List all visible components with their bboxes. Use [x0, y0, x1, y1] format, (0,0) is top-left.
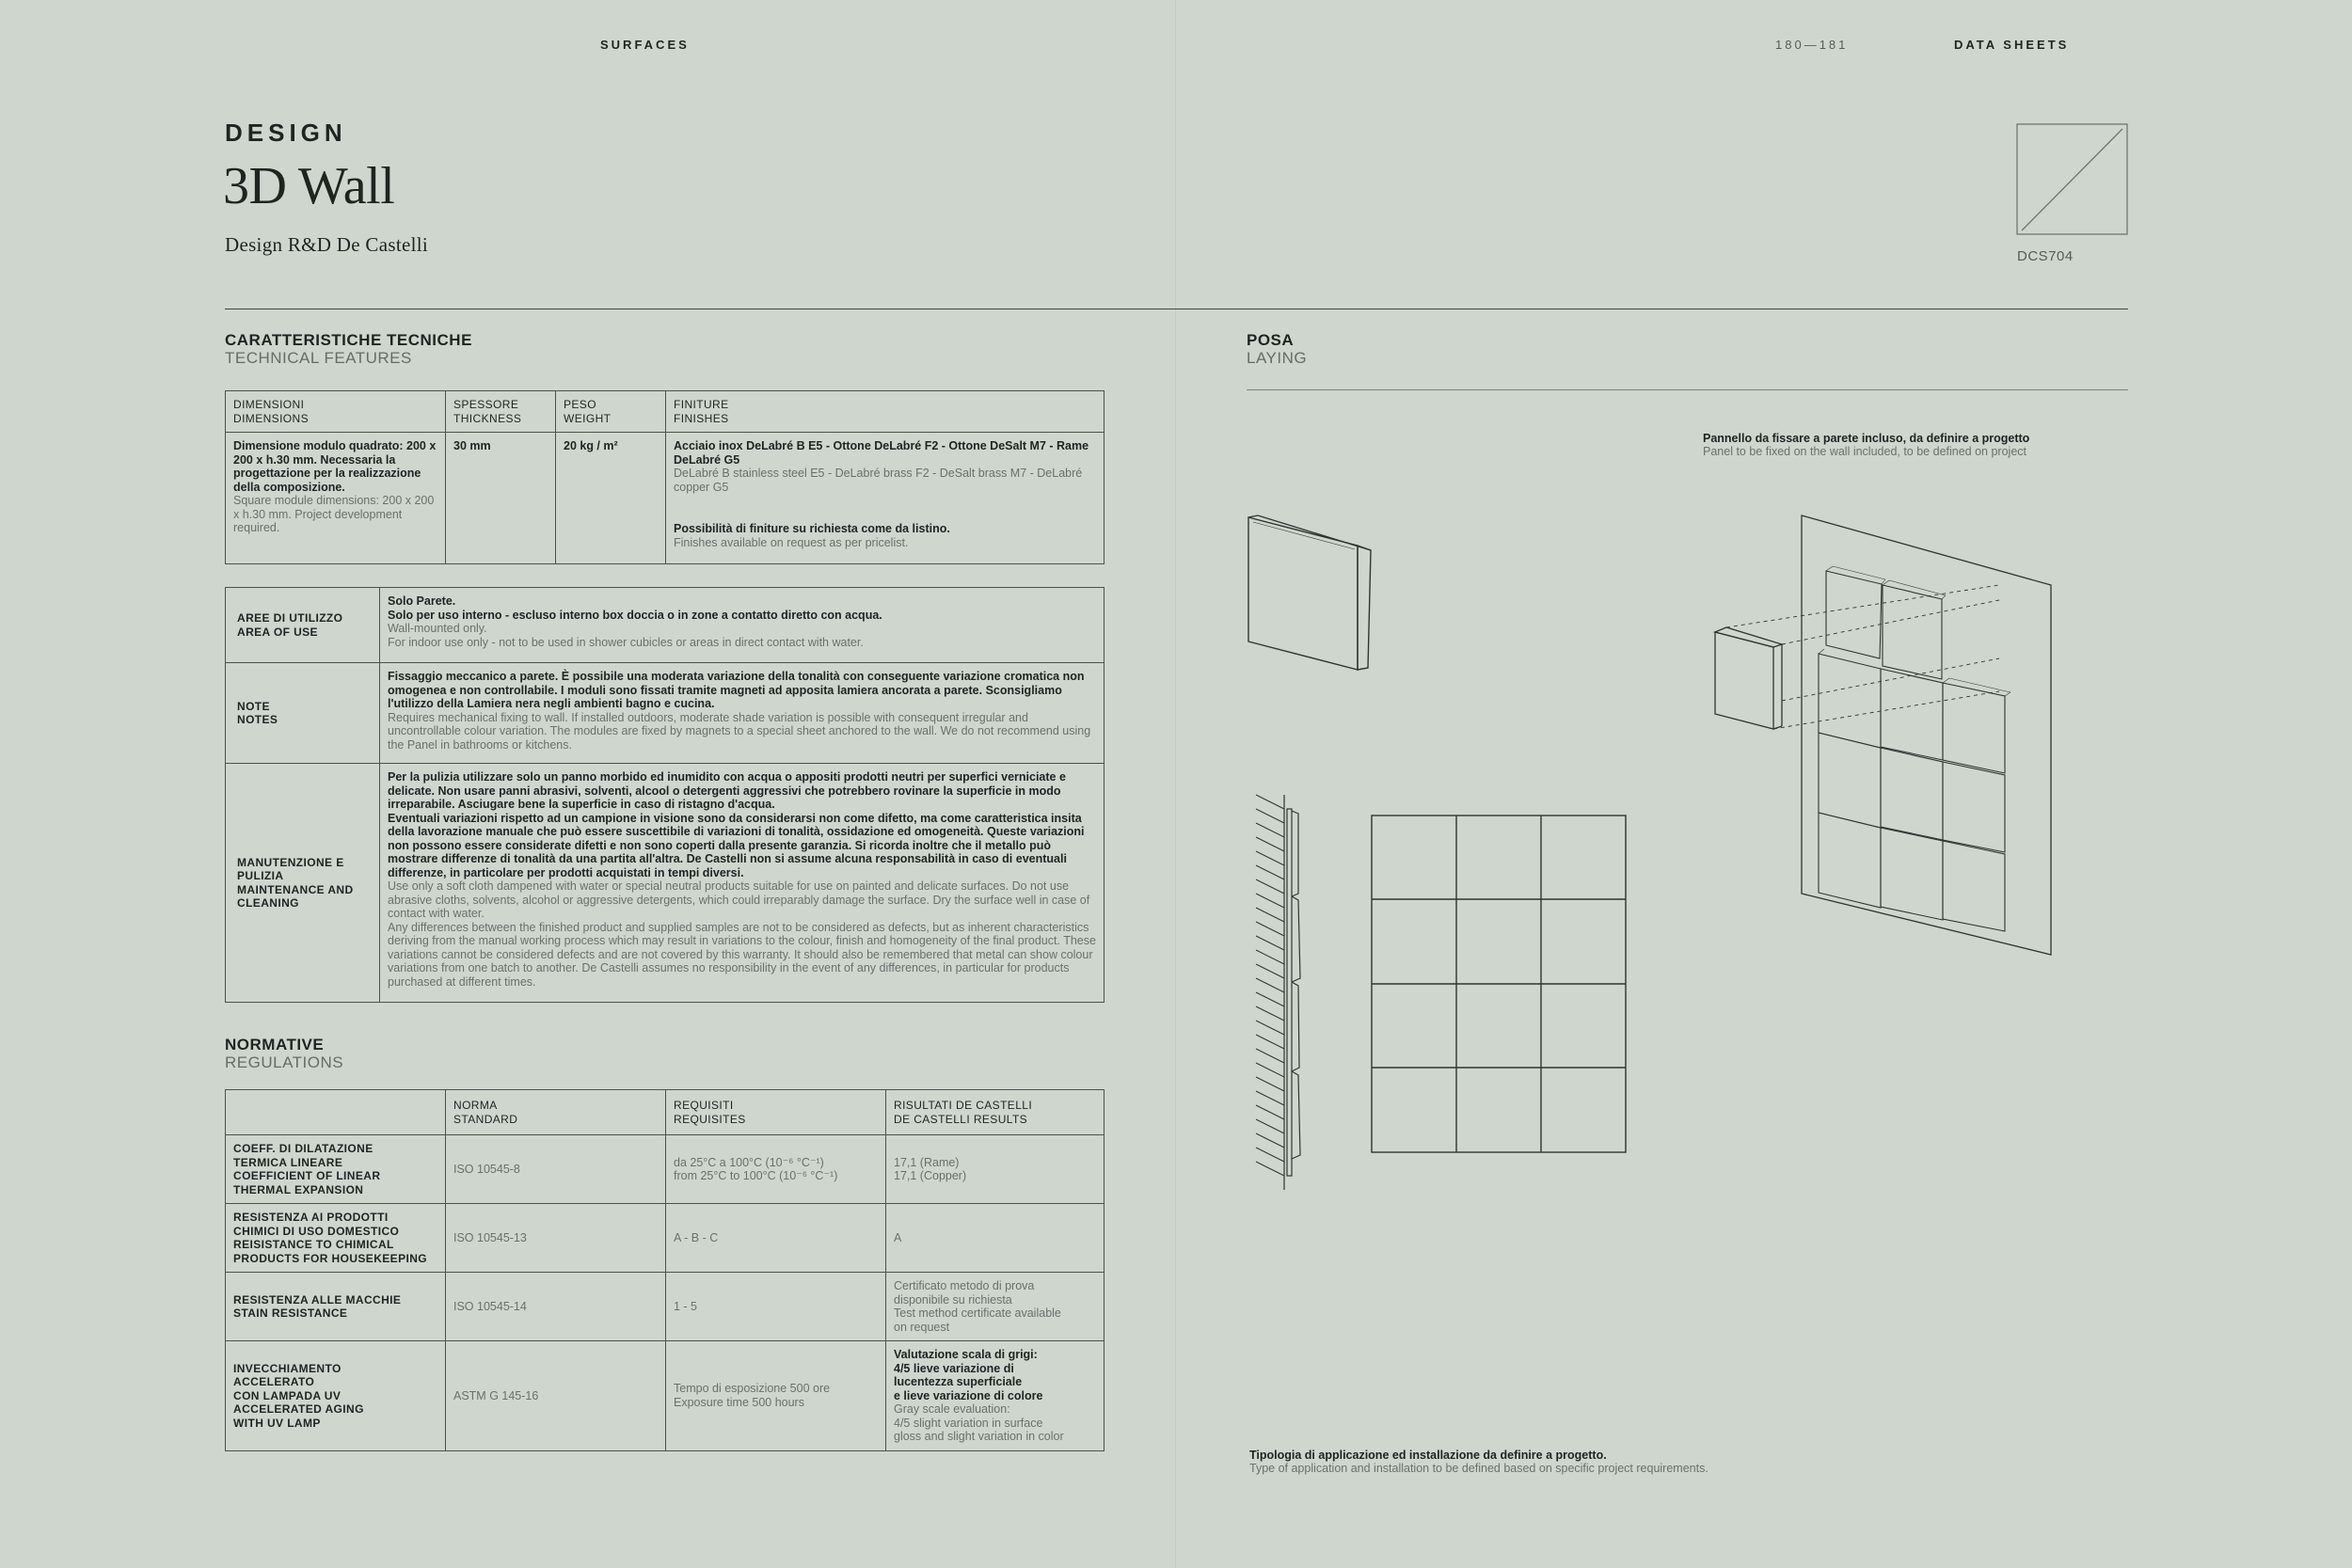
table-row — [226, 1341, 1104, 1451]
label-notes: NOTE NOTES — [226, 663, 380, 764]
requisites-cell: 1 - 5 — [666, 1273, 886, 1341]
column-header-requisites: REQUISITI REQUISITES — [666, 1090, 886, 1135]
laying-subtitle: LAYING — [1247, 349, 1308, 367]
label-area-of-use: AREE DI UTILIZZO AREA OF USE — [226, 588, 380, 663]
column-header-standard: NORMA STANDARD — [446, 1090, 666, 1135]
swatch-placeholder-icon — [2016, 123, 2129, 236]
standard-cell: ISO 10545-14 — [446, 1273, 666, 1341]
column-header-weight: PESO WEIGHT — [556, 391, 666, 433]
row-label: INVECCHIAMENTO ACCELERATO CON LAMPADA UV ACCELERATED AGING WITH UV LAMP — [226, 1341, 446, 1451]
table-row — [226, 1204, 1104, 1273]
row-label: RESISTENZA ALLE MACCHIE STAIN RESISTANCE — [226, 1273, 446, 1341]
requisites-cell: A - B - C — [666, 1204, 886, 1273]
panel-note: Pannello da fissare a parete incluso, da definire a progetto Panel to be fixed on the wall included, to be defined on project — [1703, 432, 2030, 458]
laying-divider — [1247, 389, 2128, 390]
standard-cell: ISO 10545-8 — [446, 1135, 666, 1204]
area-of-use-text: Solo Parete. Solo per uso interno - escluso interno box doccia o in zone a contatto diretto con acqua. Wall-mounted only. For indoor use only - not to be used in shower cubicles or areas in direct contact with water. — [380, 588, 1104, 663]
wall-section-drawing — [1251, 790, 1308, 1195]
column-header-results: RISULTATI DE CASTELLI DE CASTELLI RESULTS — [886, 1090, 1104, 1135]
regulations-header-empty — [226, 1090, 446, 1135]
weight-cell: 20 kg / m² — [556, 433, 666, 564]
results-cell: Certificato metodo di prova disponibile su richiesta Test method certificate available on request — [886, 1273, 1104, 1341]
standard-cell: ASTM G 145-16 — [446, 1341, 666, 1451]
product-name: 3D Wall — [223, 157, 395, 215]
page-spine — [1175, 0, 1176, 1568]
table-row — [226, 1135, 1104, 1204]
regulations-title: NORMATIVE — [225, 1036, 325, 1053]
results-cell: A — [886, 1204, 1104, 1273]
row-label: COEFF. DI DILATAZIONE TERMICA LINEARE COEFFICIENT OF LINEAR THERMAL EXPANSION — [226, 1135, 446, 1204]
notes-text: Fissaggio meccanico a parete. È possibile una moderata variazione della tonalità con conseguente variazione cromatica non omogenea e non controllabile. I moduli sono fissati tramite magneti ad apposita lamiera ancorata a parete. Sconsigliamo l'utilizzo della Lamiera nera negli ambienti bagno e cucina. Requires mechanical fixing to wall. If installed outdoors, moderate shade variation is possible with consequent irregular and uncontrollable colour variation. The modules are fixed by magnets to a special sheet anchored to the wall. We do not recommend using the Panel in bathrooms or kitchens. — [380, 663, 1104, 764]
table-row — [226, 1273, 1104, 1341]
results-cell: 17,1 (Rame) 17,1 (Copper) — [886, 1135, 1104, 1204]
product-category: DESIGN — [225, 119, 347, 147]
regulations-table — [225, 1089, 1104, 1451]
technical-subtitle: TECHNICAL FEATURES — [225, 349, 412, 367]
column-header-thickness: SPESSORE THICKNESS — [446, 391, 556, 433]
section-header-right: DATA SHEETS — [1954, 38, 2070, 52]
thickness-cell: 30 mm — [446, 433, 556, 564]
label-maintenance: MANUTENZIONE E PULIZIA MAINTENANCE AND CLEANING — [226, 764, 380, 1003]
standard-cell: ISO 10545-13 — [446, 1204, 666, 1273]
tile-perspective-drawing — [1242, 513, 1374, 673]
front-grid-drawing — [1370, 814, 1629, 1156]
requisites-cell: da 25°C a 100°C (10⁻⁶ °C⁻¹) from 25°C to 100°C (10⁻⁶ °C⁻¹) — [666, 1135, 886, 1204]
column-header-finishes: FINITURE FINISHES — [666, 391, 1104, 433]
product-code: DCS704 — [2017, 248, 2074, 264]
requisites-cell: Tempo di esposizione 500 ore Exposure time 500 hours — [666, 1341, 886, 1451]
column-header-dimensions: DIMENSIONI DIMENSIONS — [226, 391, 446, 433]
section-header-left: SURFACES — [600, 38, 690, 52]
laying-title: POSA — [1247, 331, 1295, 349]
finishes-cell: Acciaio inox DeLabré B E5 - Ottone DeLabré F2 - Ottone DeSalt M7 - Rame DeLabré G5 DeLabré B stainless steel E5 - DeLabré brass F2 - DeSalt brass M7 - DeLabré copper G5 Possibilità di finiture su richiesta come da listino. Finishes available on request as per pricelist. — [666, 433, 1104, 564]
regulations-subtitle: REGULATIONS — [225, 1053, 344, 1071]
product-designer: Design R&D De Castelli — [225, 233, 428, 256]
maintenance-text: Per la pulizia utilizzare solo un panno morbido ed inumidito con acqua o appositi prodotti neutri per superfici verniciate e delicate. Non usare panni abrasivi, solventi, alcool o detergenti aggressivi che potrebbero rovinare la superficie in modo irreparabile. Asciugare bene la superficie in caso di ristagno d'acqua. Eventuali variazioni rispetto ad un campione in visione sono da considerarsi non come difetto, ma come caratteristica insita della lavorazione manuale che può essere suscettibile di variazioni di tonalità, ossidazione ed omogeneità. Queste variazioni non possono essere considerate difetti e non sono coperti dalla presente garanzia. Si ricorda inoltre che il metallo può mostrare differenze di tonalità da una partita all'altra. De Castelli non si assume alcuna responsabilità in caso di eventuali differenze, in particolare per prodotti acquistati in tempi diversi. Use only a soft cloth dampened with water or special neutral products suitable for use on painted and delicate surfaces. Do not use abrasive cloths, solvents, alcohol or aggressive detergents, which could irreparably damage the surface. Dry the surface well in case of contact with water. Any differences between the finished product and supplied samples are not to be considered as defects, but as inherent characteristics deriving from the manual working process which may result in variations to the colour, finish and homogeneity of the final product. These variations cannot be considered defects and are not covered by this warranty. It should also be remembered that metal can show colour variations from one batch to another. De Castelli assumes no responsibility in the event of any differences, in particular for products purchased at different times. — [380, 764, 1104, 1003]
results-cell: Valutazione scala di grigi: 4/5 lieve variazione di lucentezza superficiale e lieve variazione di colore Gray scale evaluation: 4/5 slight variation in surface gloss and slight variation in color — [886, 1341, 1104, 1451]
application-note: Tipologia di applicazione ed installazione da definire a progetto. Type of application and installation to be defined based on specific project requirements. — [1249, 1449, 1708, 1475]
technical-table — [225, 390, 1104, 564]
row-label: RESISTENZA AI PRODOTTI CHIMICI DI USO DOMESTICO REISISTANCE TO CHIMICAL PRODUCTS FOR HOUSEKEEPING — [226, 1204, 446, 1273]
installation-isometric-drawing — [1708, 508, 2065, 959]
technical-title: CARATTERISTICHE TECNICHE — [225, 331, 472, 349]
info-table — [225, 587, 1104, 1003]
page-numbers: 180—181 — [1775, 38, 1849, 52]
dimensions-cell: Dimensione modulo quadrato: 200 x 200 x h.30 mm. Necessaria la progettazione per la realizzazione della composizione. Square module dimensions: 200 x 200 x h.30 mm. Project development required. — [226, 433, 446, 564]
